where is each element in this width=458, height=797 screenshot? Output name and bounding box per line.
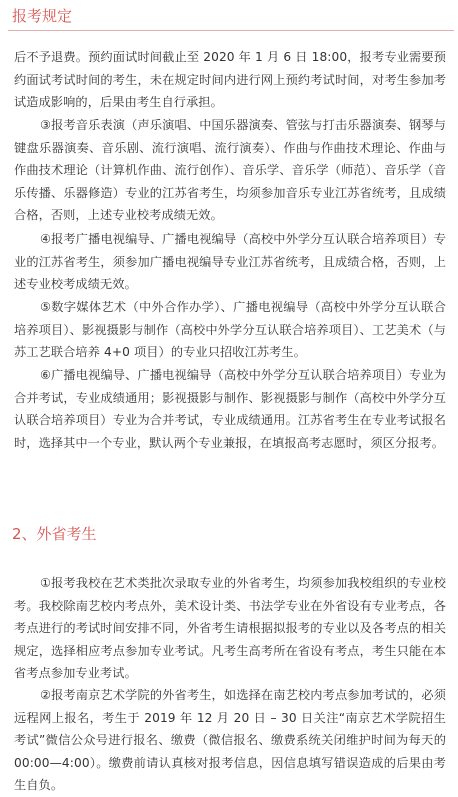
paragraph-music-rule: ③报考音乐表演（声乐演唱、中国乐器演奏、管弦与打击乐器演奏、钢琴与键盘乐器演奏、音乐剧、流行演唱、流行演奏）、作曲与作曲技术理论、作曲与作曲技术理论（计算机作曲、流行创作）、音乐学、音乐学（师范）、音乐学（音乐传播、乐器修造）专业的江苏省考生，均须参加音乐专业江苏省统考，且成绩合格，否则，上述专业校考成绩无效。 [14, 118, 446, 223]
paragraph-outer-exam-rule: ①报考我校在艺术类批次录取专业的外省考生，均须参加我校组织的专业校考。我校除南艺校内考点外，美术设计类、书法学专业在外省设有专业考点，各考点进行的考试时间安排不同，外省考生请根据拟报考的专业以及各考点的相关规定，选择相应考点参加专业考试。凡考生高考所在省设有考点，考生只能在本省考点参加专业考试。 [14, 576, 446, 681]
section-title-report-rules: 报考规定 [12, 7, 73, 25]
title-underline [8, 30, 454, 31]
paragraph-combined-exam-rule: ⑥广播电视编导、广播电视编导（高校中外学分互认联合培养项目）专业为合并考试，专业成绩通用；影视摄影与制作、影视摄影与制作（高校中外学分互认联合培养项目）专业为合并考试，专业成绩通用。江苏省考生在专业考试报名时，选择其中一个专业，默认两个专业兼报，在填报高考志愿时，须区分报考。 [14, 368, 446, 450]
paragraph-outer-registration-rule: ②报考南京艺术学院的外省考生，如选择在南艺校内考点参加考试的，必须远程网上报名，考生于 2019 年 12 月 20 日 – 30 日关注“南京艺术学院招生考试”微信公众号进行报名、缴费（微信报名、缴费系统关闭维护时间为每天的 00:00—4:00）。缴费前请认真核对报考信息，因信息填写错误造成的后果由考生自负。 [14, 688, 446, 793]
section-title-outer-students: 2、外省考生 [12, 525, 97, 543]
paragraph-jiangsu-only-rule: ⑤数字媒体艺术（中外合作办学）、广播电视编导（高校中外学分互认联合培养项目）、影视摄影与制作（高校中外学分互认联合培养项目）、工艺美术（与苏工艺联合培养 4+0 项目）的专业只招收江苏考生。 [14, 300, 446, 360]
paragraph-deadline: 后不予退费。预约面试时间截止至 2020 年 1 月 6 日 18:00，报考专业需要预约面试考试时间的考生，未在规定时间内进行网上预约考试时间，对考生参加考试造成影响的，后果由考生自行承担。 [14, 50, 446, 110]
paragraph-broadcast-rule: ④报考广播电视编导、广播电视编导（高校中外学分互认联合培养项目）专业的江苏省考生，须参加广播电视编导专业江苏省统考，且成绩合格，否则，上述专业校考成绩无效。 [14, 232, 446, 292]
